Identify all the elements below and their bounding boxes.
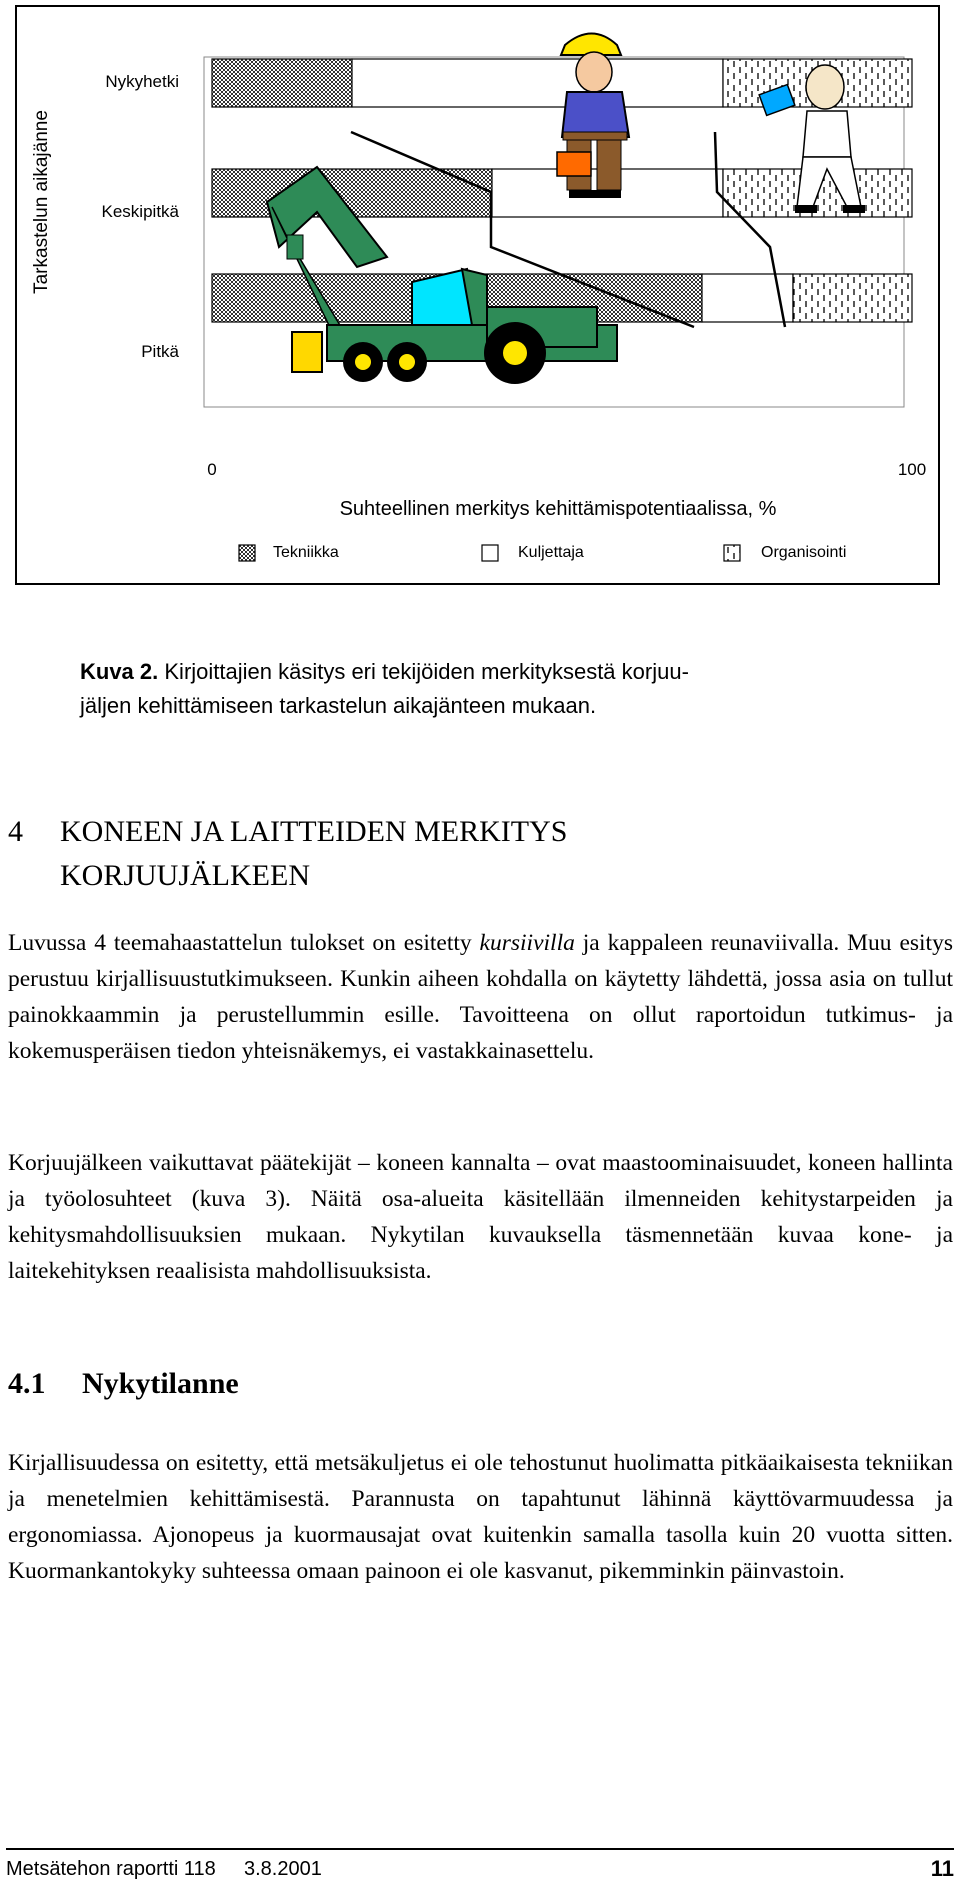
x-tick-min: 0 [207, 460, 217, 479]
bar-kuljettaja-1 [352, 59, 723, 107]
caption-line2: jäljen kehittämiseen tarkastelun aikajänteen mukaan. [80, 693, 597, 718]
paragraph: Korjuujälkeen vaikuttavat päätekijät – koneen kannalta – ovat maastoominaisuudet, koneen hallinta ja työolosuhteet (kuva 3). Näitä osa-alueita käsitellään ilmenneiden kehitystarpeiden ja kehitysmahdollisuuksien mukaan. Nykytilan kuvauksella täsmennetään kuvaa kone- ja laitekehityksen reaalisista mahdollisuuksista. [8, 1150, 953, 1284]
legend-label: Kuljettaja [518, 544, 584, 561]
bar-organisointi-3 [793, 274, 912, 322]
y-axis-title: Tarkastelun aikajänne [31, 110, 52, 294]
page-footer [6, 1848, 954, 1881]
paragraph-text: Luvussa 4 teemahaastattelun tulokset on esitetty [8, 930, 480, 956]
legend-swatch-organisointi [724, 545, 740, 561]
category-label: Pitkä [141, 342, 179, 361]
subsection-number: 4.1 [8, 1367, 46, 1400]
section-heading [8, 810, 567, 898]
section-title-line2: KORJUUJÄLKEEN [60, 859, 310, 892]
legend-swatch-tekniikka [239, 545, 255, 561]
paragraph: Kirjallisuudessa on esitetty, että metsäkuljetus ei ole tehostunut huolimatta pitkäaikaisesta tekniikan ja menetelmien kehittämisestä. Parannusta on tapahtunut lähinnä käyttövarmuudessa ja ergonomiassa. Ajonopeus ja kuormausajat ovat kuitenkin samalla tasolla kuin 20 vuotta sitten. Kuormankantokyky suhteessa omaan painoon ei ole kasvanut, pikemminkin päinvastoin. [8, 1450, 953, 1584]
legend-label: Organisointi [761, 544, 847, 561]
legend-swatch-kuljettaja [482, 545, 498, 561]
section-number: 4 [8, 815, 23, 848]
caption-line1: Kirjoittajien käsitys eri tekijöiden merkityksestä korjuu- [158, 659, 689, 684]
figure-frame [15, 5, 940, 585]
figure-caption [80, 655, 920, 723]
x-tick-max: 100 [897, 460, 927, 479]
italic-term: kursiivilla [479, 930, 575, 956]
legend-label: Tekniikka [273, 544, 339, 561]
category-label: Nykyhetki [105, 72, 179, 91]
chart [17, 7, 942, 587]
page-number: 11 [930, 1856, 954, 1881]
subsection-title: Nykytilanne [82, 1367, 239, 1400]
footer-date: 3.8.2001 [244, 1858, 322, 1880]
caption-label: Kuva 2. [80, 659, 159, 684]
category-label: Keskipitkä [101, 202, 179, 221]
section-title-line1: KONEEN JA LAITTEIDEN MERKITYS [60, 815, 568, 848]
footer-report: Metsätehon raportti 118 [6, 1858, 216, 1880]
x-axis-title: Suhteellinen merkitys kehittämispotentiaalissa, % [339, 498, 777, 520]
paragraph-text: ja kappaleen reunaviivalla. Muu esitys perustuu kirjallisuustutkimukseen. Kunkin aiheen kohdalla on käytetty lähdettä, jossa asia on tullut painokkaammin ja perustellummin esille. Tavoitteena on ollut raportoidun tutkimus- ja kokemusperäisen tiedon yhteisnäkemys, ei vastakkainasettelu. [8, 930, 953, 1064]
subsection-heading [8, 1362, 239, 1406]
paragraph [8, 925, 953, 1069]
bar-tekniikka-1 [212, 59, 352, 107]
bar-tekniikka-2 [212, 169, 492, 217]
